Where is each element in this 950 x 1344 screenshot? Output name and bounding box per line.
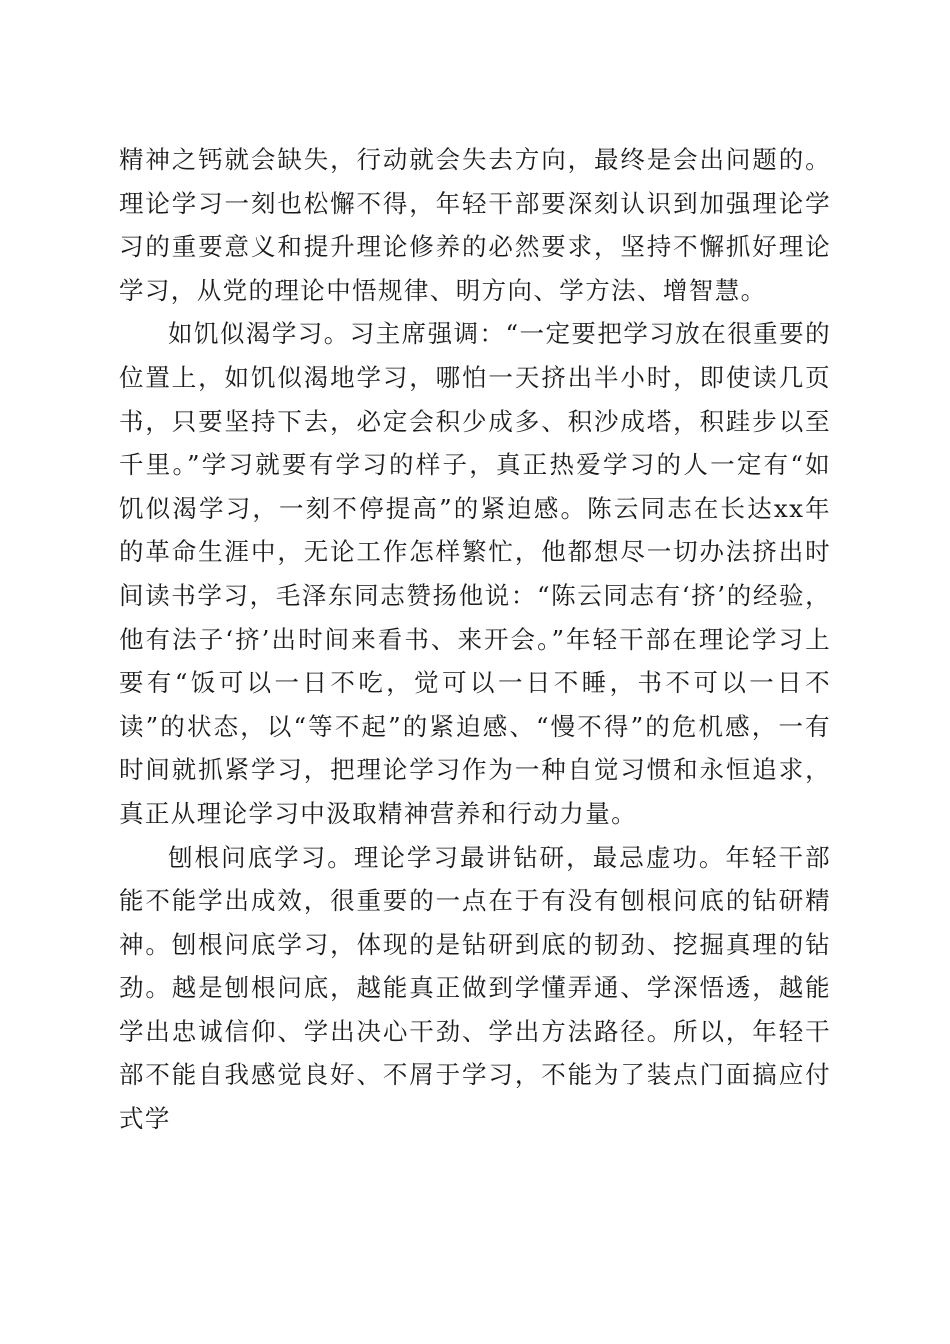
paragraph-thorough-learning: 刨根问底学习。理论学习最讲钻研，最忌虚功。年轻干部能不能学出成效，很重要的一点在于有没有刨根问底的钻研精神。刨根问底学习，体现的是钻研到底的韧劲、挖掘真理的钻劲。越是刨根问底，越能真正做到学懂弄通、学深悟透，越能学出忠诚信仰、学出决心干劲、学出方法路径。所以，年轻干部不能自我感觉良好、不屑于学习，不能为了装点门面搞应付式学: [119, 842, 831, 1134]
paragraph-continuation: 精神之钙就会缺失，行动就会失去方向，最终是会出问题的。理论学习一刻也松懈不得，年轻干部要深刻认识到加强理论学习的重要意义和提升理论修养的必然要求，坚持不懈抓好理论学习，从党的理论中悟规律、明方向、学方法、增智慧。: [119, 145, 831, 305]
document-body: [119, 138, 831, 1141]
paragraph-eager-learning: 如饥似渴学习。习主席强调：“一定要把学习放在很重要的位置上，如饥似渴地学习，哪怕一天挤出半小时，即使读几页书，只要坚持下去，必定会积少成多、积沙成塔，积跬步以至千里。”学习就要有学习的样子，真正热爱学习的人一定有“如饥似渴学习，一刻不停提高”的紧迫感。陈云同志在长达xx年的革命生涯中，无论工作怎样繁忙，他都想尽一切办法挤出时间读书学习，毛泽东同志赞扬他说：“陈云同志有‘挤’的经验，他有法子‘挤’出时间来看书、来开会。”年轻干部在理论学习上要有“饭可以一日不吃，觉可以一日不睡，书不可以一日不读”的状态，以“等不起”的紧迫感、“慢不得”的危机感，一有时间就抓紧学习，把理论学习作为一种自觉习惯和永恒追求，真正从理论学习中汲取精神营养和行动力量。: [119, 319, 831, 828]
